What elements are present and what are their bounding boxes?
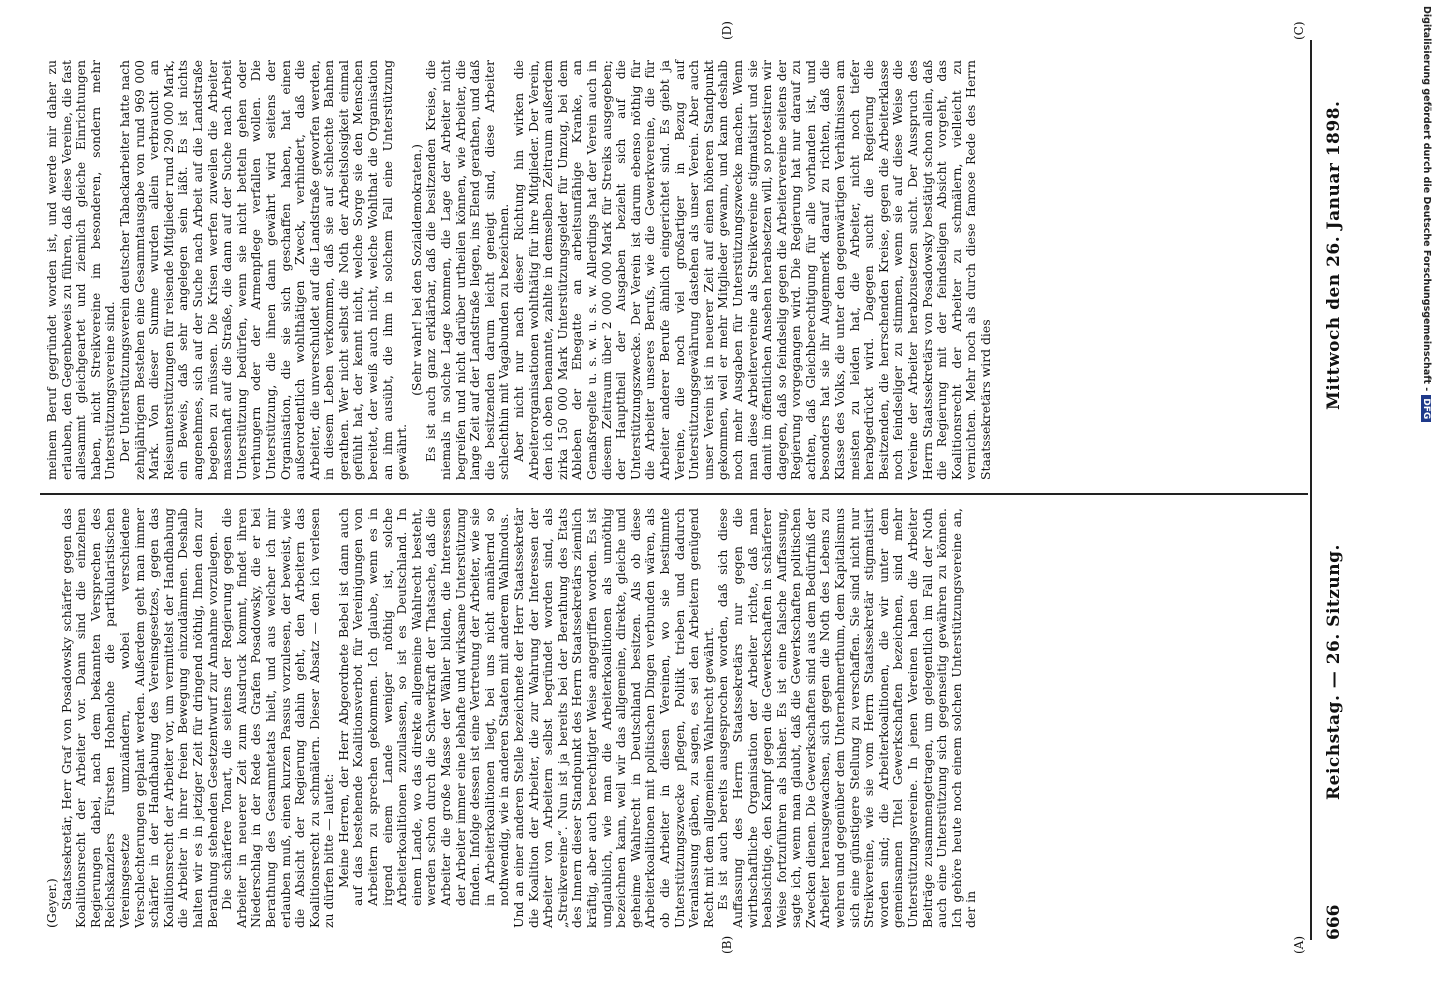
left-column (45, 508, 979, 928)
margin-marker-d: (D) (720, 21, 734, 40)
speaker-tag: (Geyer.) (44, 878, 59, 928)
paragraph: Es ist auch bereits ausgesprochen worden, daß sich diese Auffassung des Herrn Staatssekretärs nur gegen die wirthschaftliche Organisation der Arbeiter richte, daß man beabsichtige, den Kampf gegen die Gewerkschaften in schärferer Weise fortzuführen als bisher. Es ist eine falsche Auffassung, sagte ich, wenn man glaubt, daß die Gewerkschaften politischen Zwecken dienen. Die Gewerkschaften sind aus dem Bedürfniß der Arbeiter herausgewachsen, sich gegen die Noth des Lebens zu wehren und gegenüber dem Unternehmerthum, dem Kapitalismus sich eine günstigere Stellung zu verschaffen. Sie sind nicht nur Streikvereine, wie sie vom Herrn Staatssekretär stigmatisirt worden sind; die Arbeiterkoalitionen, die wir unter dem gemeinsamen Titel Gewerkschaften bezeichnen, sind mehr Unterstützungsvereine. In jenen Vereinen haben die Arbeiter Beiträge zusammengetragen, um gelegentlich im Fall der Noth auch eine Unterstützung sich gegenseitig gewähren zu können. Ich gehöre heute noch einem solchen Unterstützungsvereine an, der in (715, 508, 979, 928)
header-rule (1310, 40, 1312, 940)
paragraph: Und an einer anderen Stelle bezeichnete der Herr Staatssekretär die Koalition der Arbeiter, die zur Wahrung der Interessen der Arbeiter von Arbeitern selbst begründet worden sind, als „Streikvereine“. Nun ist ja bereits bei der Berathung des Etats des Innern dieser Standpunkt des Herrn Staatssekretärs ziemlich kräftig, aber auch berechtigter Weise angegriffen worden. Es ist unglaublich, wie man die Arbeiterkoalitionen als unnöthig bezeichnen kann, weil wir das allgemeine, direkte, gleiche und geheime Wahlrecht in Deutschland besitzen. Als ob diese Arbeiterkoalitionen mit politischen Dingen verbunden wären, als ob die Arbeiter in diesen Vereinen, wo sie bestimmte Unterstützungszwecke pflegen, Politik trieben und dadurch Veranlassung gäben, zu sagen, es sei den Arbeitern genügend Recht mit dem allgemeinen Wahlrecht gewährt. (511, 508, 716, 928)
paragraph: Die schärfere Tonart, die seitens der Regierung gegen die Arbeiter in neuerer Zeit zum Ausdruck kommt, findet ihren Niederschlag in der Rede des Grafen Posadowsky, die er bei Berathung des Gesammtetats hielt, und aus welcher ich mir erlauben muß, einen kurzen Passus vorzulesen, der beweist, wie die Absicht der Regierung dahin geht, den Arbeitern das Koalitionsrecht zu schmälern. Dieser Absatz — den ich verlesen zu dürfen bitte — lautet: (219, 508, 337, 928)
paragraph: Aber nicht nur nach dieser Richtung hin wirken die Arbeiterorganisationen wohlthätig für ihre Mitglieder. Der Verein, den ich oben benannte, zahlte in demselben Zeitraum außerdem zirka 150 000 Mark Unterstützungsgelder für Umzug, bei dem Ableben der Ehegatte an arbeitsunfähige Kranke, an Gemaßregelte u. s. w. u. s. w. Allerdings hat der Verein auch in diesem Zeitraum über 2 000 000 Mark für Streiks ausgegeben; der Haupttheil der Ausgaben bezieht sich auf die Unterstützungszwecke. Der Verein ist darum ebenso nöthig für die Arbeiter unseres Berufs, wie die Gewerkvereine, die für Arbeiter anderer Berufe ähnlich eingerichtet sind. Es giebt ja Vereine, die noch viel großartiger in Bezug auf Unterstützungsgewährung dastehen als unser Verein. Aber auch unser Verein ist in neuerer Zeit auf einen höheren Standpunkt gekommen, weil er mehr Mitglieder gewann, und kann deshalb noch mehr Ausgaben für Unterstützungszwecke machen. Wenn man diese Arbeitervereine als Streikvereine stigmatisirt und sie damit im öffentlichen Ansehen herabsetzen will, so protestiren wir dagegen, daß so feindselig gegen die Arbeitervereine seitens der Regierung vorgegangen wird. Die Regierung hat nur darauf zu achten, daß Gleichberechtigung für alle vorhanden ist, und besonders hat sie ihr Augenmerk darauf zu richten, daß die Klasse des Volks, die unter den gegenwärtigen Verhältnissen am meisten zu leiden hat, die Arbeiter, nicht noch tiefer herabgedrückt wird. Dagegen sucht die Regierung die Besitzenden, die herrschenden Kreise, gegen die Arbeiterklasse noch feindseliger zu stimmen, wenn sie auf diese Weise die Vereine der Arbeiter herabzusetzen sucht. Der Ausspruch des Herrn Staatssekretärs von Posadowsky bestätigt schon allein, daß die Regierung mit der feindseligen Absicht vorgeht, das Koalitionsrecht der Arbeiter zu schmälern, vielleicht zu vernichten. Mehr noch als durch diese famose Rede des Herrn Staatssekretärs wird dies (511, 60, 993, 480)
margin-marker-b: (B) (720, 935, 734, 954)
digitization-note-text (1418, 6, 1432, 994)
right-column (45, 60, 994, 480)
margin-marker-c: (C) (1292, 21, 1306, 40)
paragraph: meinem Beruf gegründet worden ist, und werde mir daher zu erlauben, den Gegenbeweis zu führen, daß diese Vereine, die fast allesammt gleichgeartet und ziemlich gleiche Einrichtungen haben, nicht Streikvereine im besonderen, sondern mehr Unterstützungsvereine sind. (44, 60, 118, 480)
dfg-logo: DFG (1421, 395, 1431, 422)
header-right-title: Mittwoch den 26. Januar 1898. (1324, 100, 1344, 410)
digitization-note-label: Digitalisierung gefördert durch die Deutsche Forschungsgemeinschaft - (1421, 6, 1432, 392)
digitization-note (1418, 6, 1432, 994)
paragraph: Der Unterstützungsverein deutscher Tabackarbeiter hatte nach zehnjährigem Bestehen eine Gesammtausgabe von rund 969 000 Mark. Von dieser Summe wurden allein verbraucht an Reiseunterstützungen für reisende Mitglieder rund 290 000 Mark, ein Beweis, daß sehr angelegen sein läßt. Es ist nichts angenehmes, sich auf der Suche nach Arbeit auf die Landstraße begeben zu müssen. Die Krisen werfen zuweilen die Arbeiter massenhaft auf die Straße, die dann auf der Suche nach Arbeit Unterstützung bedürfen, wenn sie nicht betteln gehen oder verhungern oder der Armenpflege verfallen wollen. Die Unterstützung, die ihnen dann gewährt wird seitens der Organisation, die sie sich geschaffen haben, hat einen außerordentlich wohlthätigen Zweck, verhindert, daß die Arbeiter, die unverschuldet auf die Landstraße geworfen werden, in diesem Leben verkommen, daß sie auf schlechte Bahnen gerathen. Wer nicht selbst die Noth der Arbeitslosigkeit einmal gefühlt hat, der kennt nicht, welche Sorge sie den Menschen bereitet, der weiß auch nicht, welche Wohlthat die Organisation an ihm ausübt, die ihm in solchem Fall eine Unterstützung gewährt. (116, 60, 410, 480)
column-divider (40, 493, 1308, 495)
margin-marker-a: (A) (1292, 935, 1306, 954)
page-header (1318, 40, 1358, 940)
interjection: (Sehr wahr! bei den Sozialdemokraten.) (408, 144, 424, 396)
paragraph: Staatssekretär, Herr Graf von Posadowsky schärfer gegen das Koalitionsrecht der Arbeiter vor. Dann sind die einzelnen Regierungen dabei, nach dem bekannten Versprechen des Reichskanzlers Fürsten Hohenlohe die partikularistischen Vereinsgesetze umzuändern, wobei verschiedene Verschlechterungen geplant werden. Außerdem geht man immer schärfer in der Handhabung des Vereinsgesetzes, gegen das Koalitionsrecht der Arbeiter vor, um vermittelst der Handhabung die Arbeiter in ihrer freien Bewegung einzudämmen. Deshalb halten wir es in jetziger Zeit für dringend nöthig, Ihnen den zur Berathung stehenden Gesetzentwurf zur Annahme vorzulegen. (58, 508, 220, 928)
header-left-title: Reichstag. — 26. Sitzung. (1324, 544, 1344, 800)
page-number: 666 (1324, 904, 1344, 940)
quoted-paragraph: Meine Herren, der Herr Abgeordnete Bebel ist dann auch auf das bestehende Koalitionsverbot für Vereinigungen von Arbeitern zu sprechen gekommen. Ich glaube, wenn es in irgend einem Lande weniger nöthig ist, solche Arbeiterkoalitionen zuzulassen, so ist es Deutschland. In einem Lande, wo das direkte allgemeine Wahlrecht besteht, werden schon durch die Schwerkraft der Thatsache, daß die Arbeiter die große Masse der Wähler bilden, die Interessen der Arbeiter immer eine lebhafte und wirksame Unterstützung finden. Infolge dessen ist eine Vertretung der Arbeiter, wie sie in Arbeiterkoalitionen liegt, bei uns nicht annähernd so nothwendig, wie in anderen Staaten mit anderem Wahlmodus. (335, 508, 512, 906)
paragraph: Es ist auch ganz erklärbar, daß die besitzenden Kreise, die niemals in solche Lage kommen, die Lage der Arbeiter nicht begreifen und nicht darüber urtheilen können, wie Arbeiter, die lange Zeit auf der Landstraße liegen, ins Elend gerathen, und daß die besitzenden darum leicht geneigt sind, diese Arbeiter schlechthin mit Vagabunden zu bezeichnen. (423, 60, 512, 480)
